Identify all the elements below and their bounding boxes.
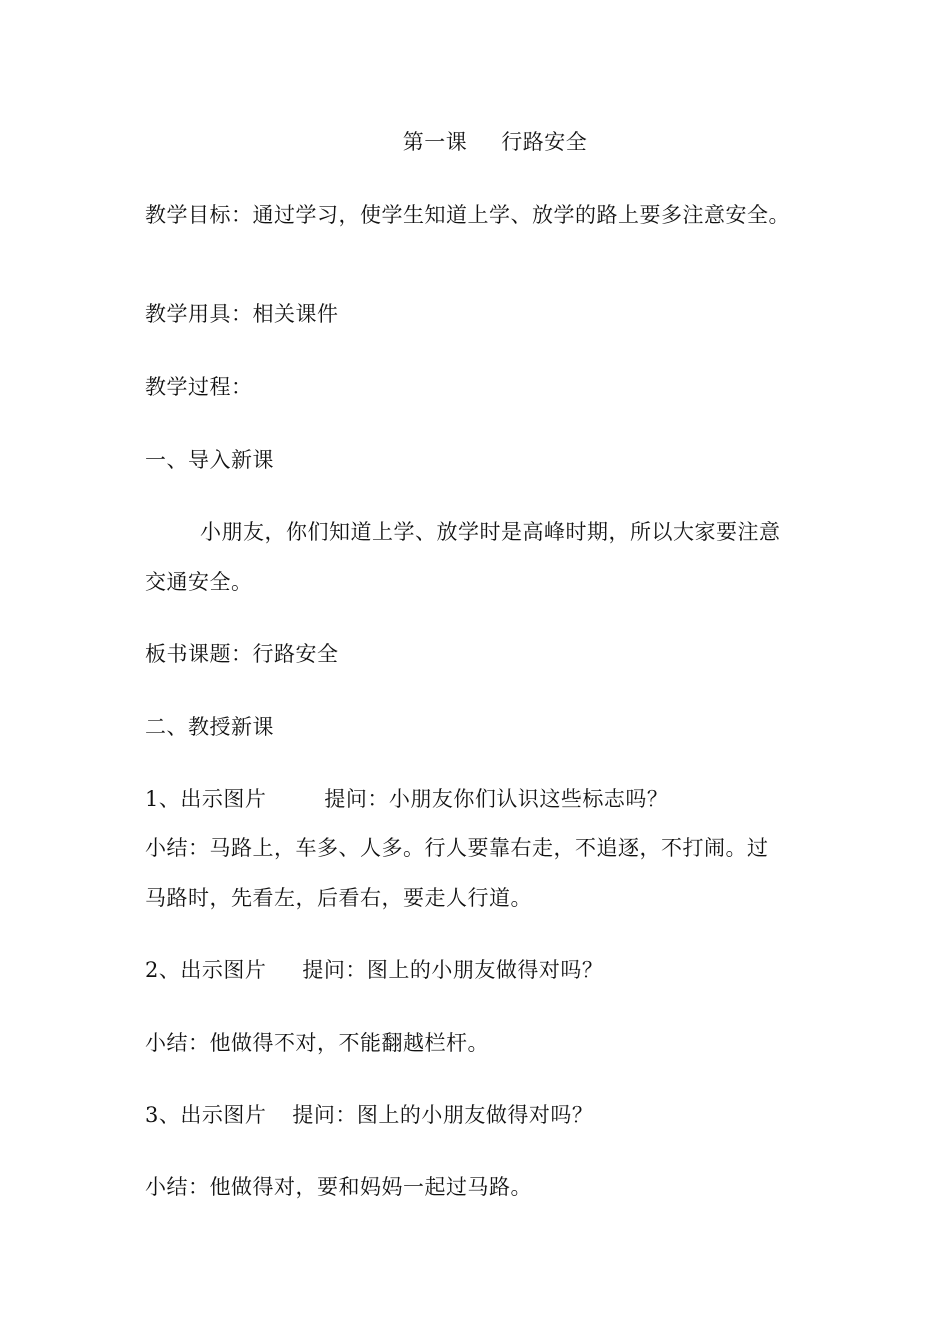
item-2-show: 2、出示图片 xyxy=(145,958,267,982)
item-1-show: 1、出示图片 xyxy=(145,787,267,811)
page-title xyxy=(0,128,950,156)
item-1-summary-line-2: 马路时，先看左，后看右，要走人行道。 xyxy=(145,886,532,910)
lesson-number: 第一课 xyxy=(402,130,468,154)
teaching-process-heading: 教学过程： xyxy=(145,375,253,399)
item-2-question: 提问：图上的小朋友做得对吗？ xyxy=(302,958,604,982)
item-2-show-question xyxy=(145,956,603,984)
intro-paragraph-line-1: 小朋友，你们知道上学、放学时是高峰时期，所以大家要注意 xyxy=(200,520,781,544)
item-3-question: 提问：图上的小朋友做得对吗？ xyxy=(292,1103,594,1127)
lesson-name: 行路安全 xyxy=(501,130,588,154)
section-1-heading: 一、导入新课 xyxy=(145,448,274,472)
item-3-summary: 小结：他做得对，要和妈妈一起过马路。 xyxy=(145,1175,532,1199)
item-1-question: 提问：小朋友你们认识这些标志吗？ xyxy=(324,787,669,811)
item-2-summary: 小结：他做得不对，不能翻越栏杆。 xyxy=(145,1031,489,1055)
item-3-show-question xyxy=(145,1101,593,1129)
teaching-tools: 教学用具：相关课件 xyxy=(145,302,339,326)
item-1-summary-line-1: 小结：马路上，车多、人多。行人要靠右走，不追逐，不打闹。过 xyxy=(145,836,769,860)
intro-paragraph-line-2: 交通安全。 xyxy=(145,570,253,594)
item-3-show: 3、出示图片 xyxy=(145,1103,267,1127)
section-2-heading: 二、教授新课 xyxy=(145,715,274,739)
board-title: 板书课题：行路安全 xyxy=(145,642,339,666)
item-1-show-question xyxy=(145,785,668,813)
teaching-objective: 教学目标：通过学习，使学生知道上学、放学的路上要多注意安全。 xyxy=(145,203,790,227)
